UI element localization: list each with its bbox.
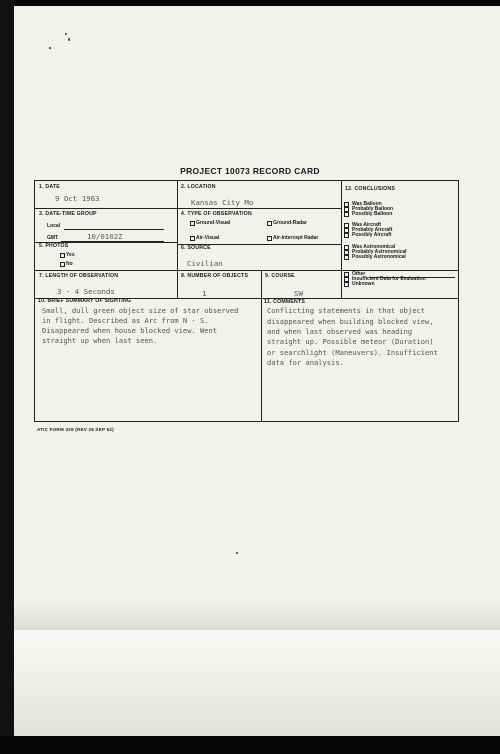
summary-line: straight up when last seen. bbox=[42, 336, 158, 345]
conclusion-label: Was Aircraft bbox=[352, 222, 382, 228]
source-value: Civilian bbox=[187, 259, 223, 268]
conclusion-label: Probably Balloon bbox=[352, 206, 394, 212]
dust-speck bbox=[236, 552, 238, 554]
lower-page bbox=[10, 630, 500, 736]
divider-col-2 bbox=[341, 181, 342, 299]
photos-no-checkbox bbox=[60, 262, 65, 267]
divider-row bbox=[35, 208, 341, 209]
conclusion-label: Possibly Aircraft bbox=[352, 232, 392, 238]
summary-label: 10. BRIEF SUMMARY OF SIGHTING bbox=[38, 298, 132, 304]
gmt-label: GMT bbox=[47, 235, 59, 241]
comments-line: Conflicting statements in that object bbox=[267, 306, 426, 315]
length-label: 7. LENGTH OF OBSERVATION bbox=[39, 273, 119, 279]
air-intercept-radar-label: Air-Intercept Radar bbox=[273, 235, 319, 241]
conclusion-label: Possibly Astronomical bbox=[352, 254, 406, 260]
course-label: 9. COURSE bbox=[265, 273, 295, 279]
scan-frame-left bbox=[0, 0, 14, 754]
conclusion-checkbox bbox=[344, 212, 349, 217]
summary-line: Disappeared when house blocked view. Went bbox=[42, 326, 218, 335]
air-intercept-radar-checkbox bbox=[267, 236, 272, 241]
conclusion-label: Unknown bbox=[352, 281, 375, 287]
divider-col-1 bbox=[177, 181, 178, 299]
conclusions-label: 12. CONCLUSIONS bbox=[345, 186, 395, 192]
comments-line: data for analysis. bbox=[267, 358, 344, 367]
objects-value: 1 bbox=[202, 289, 207, 298]
paper-shadow bbox=[14, 600, 500, 630]
conclusion-label: Was Astronomical bbox=[352, 244, 396, 250]
comments-label: 11. COMMENTS bbox=[264, 299, 306, 305]
gmt-line bbox=[61, 241, 164, 242]
card-title: PROJECT 10073 RECORD CARD bbox=[180, 166, 320, 176]
summary-line: in flight. Described as Arc from N - S. bbox=[42, 316, 209, 325]
length-value: 3 - 4 Seconds bbox=[57, 287, 115, 296]
comments-line: and when last observed was heading bbox=[267, 327, 413, 336]
course-value: SW bbox=[294, 289, 303, 298]
conclusion-label: Other bbox=[352, 271, 366, 277]
conclusion-label: Probably Astronomical bbox=[352, 249, 407, 255]
summary-line: Small, dull green object size of star observed bbox=[42, 306, 239, 315]
comments-line: disappeared when building blocked view, bbox=[267, 317, 434, 326]
divider-col-3 bbox=[261, 270, 262, 421]
conclusion-checkbox bbox=[344, 282, 349, 287]
divider-row bbox=[35, 270, 458, 271]
comments-line: straight up. Possible meteor (Duration) bbox=[267, 337, 434, 346]
dust-speck bbox=[49, 47, 51, 49]
local-label: Local bbox=[47, 223, 61, 229]
comments-line: or searchlight (Maneuvers). Insufficient bbox=[267, 348, 438, 357]
conclusion-label: Was Balloon bbox=[352, 201, 382, 207]
conclusion-checkbox bbox=[344, 233, 349, 238]
ground-visual-label: Ground-Visual bbox=[196, 220, 231, 226]
photos-label: 5. PHOTOS bbox=[39, 243, 69, 249]
conclusion-label: Possibly Balloon bbox=[352, 211, 393, 217]
form-number: ATIC FORM 329 (REV 26 SEP 52) bbox=[37, 427, 114, 432]
ground-visual-checkbox bbox=[190, 221, 195, 226]
date-label: 1. DATE bbox=[39, 184, 60, 190]
location-value: Kansas City Mo bbox=[191, 198, 254, 207]
location-label: 2. LOCATION bbox=[181, 184, 216, 190]
ground-radar-label: Ground-Radar bbox=[273, 220, 307, 226]
air-visual-checkbox bbox=[190, 236, 195, 241]
dust-speck bbox=[65, 33, 67, 35]
gmt-value: 10/0102Z bbox=[87, 232, 123, 241]
dust-speck bbox=[68, 38, 70, 41]
date-value: 9 Oct 1963 bbox=[55, 194, 100, 203]
observation-type-label: 4. TYPE OF OBSERVATION bbox=[181, 211, 252, 217]
ground-radar-checkbox bbox=[267, 221, 272, 226]
local-line bbox=[64, 229, 164, 230]
scan-frame-bottom bbox=[0, 736, 500, 754]
dtg-label: 3. DATE-TIME GROUP bbox=[39, 211, 97, 217]
source-label: 6. SOURCE bbox=[181, 245, 211, 251]
conclusion-label: Probably Aircraft bbox=[352, 227, 393, 233]
objects-label: 8. NUMBER OF OBJECTS bbox=[181, 273, 249, 279]
photos-yes-checkbox bbox=[60, 253, 65, 258]
conclusion-label: Insufficient Data for Evaluation bbox=[352, 276, 426, 282]
record-card bbox=[34, 180, 459, 422]
other-line bbox=[369, 277, 455, 278]
conclusion-checkbox bbox=[344, 255, 349, 260]
photos-no-label: No bbox=[66, 261, 73, 267]
air-visual-label: Air-Visual bbox=[196, 235, 220, 241]
photos-yes-label: Yes bbox=[66, 252, 75, 258]
